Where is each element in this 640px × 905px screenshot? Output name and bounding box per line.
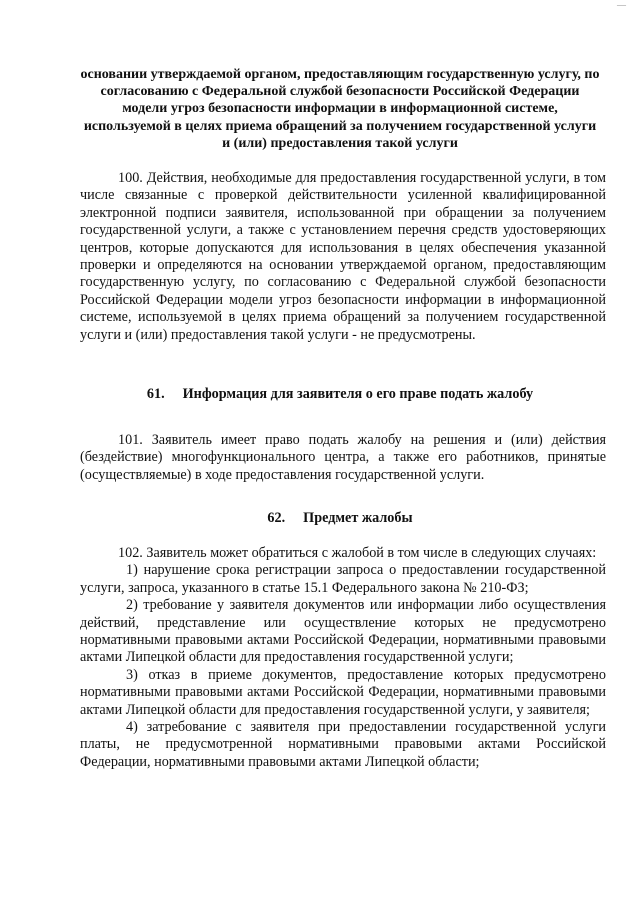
- section-61-title: [80, 386, 600, 403]
- section-62-title: [80, 510, 600, 527]
- paragraph-102-intro: 102. Заявитель может обратиться с жалобой в том числе в следующих случаях:: [118, 545, 597, 561]
- section-number: 61.: [146, 386, 165, 402]
- list-item: 2) требование у заявителя документов или информации либо осуществления действий, представление или осуществление которых не предусмотрено нормативными правовыми актами Российской Федерации, нормативными правовыми актами Липецкой области для предоставления государственной услуги;: [80, 597, 606, 666]
- corner-mark: —: [617, 0, 626, 10]
- section-title-text: Предмет жалобы: [303, 510, 413, 526]
- list-item: 1) нарушение срока регистрации запроса о предоставлении государственной услуги, запроса, указанного в статье 15.1 Федерального закона № 210-ФЗ;: [80, 562, 606, 596]
- section-number: 62.: [267, 510, 286, 526]
- paragraph-101: 101. Заявитель имеет право подать жалобу на решения и (или) действия (бездействие) многофункционального центра, а также его работников, принятые (осуществляемые) в ходе предоставления государственной услуги.: [80, 432, 606, 483]
- paragraph-100: 100. Действия, необходимые для предоставления государственной услуги, в том числе связанные с проверкой действительности усиленной квалифицированной электронной подписи заявителя, использованной при обращении за получением государственной услуги, а также с установлением перечня средств удостоверяющих центров, которые допускаются для использования в целях обеспечения указанной проверки и определяются на основании утверждаемой органом, предоставляющим государственную услугу, по согласованию с Федеральной службой безопасности Российской Федерации модели угроз безопасности информации в информационной системе, используемой в целях приема обращений за получением государственной услуги и (или) предоставления такой услуги - не предусмотрены.: [80, 170, 606, 343]
- list-item: 3) отказ в приеме документов, предоставление которых предусмотрено нормативными правовыми актами Российской Федерации, нормативными правовыми актами Липецкой области для предоставления государственной услуги, у заявителя;: [80, 666, 606, 718]
- paragraph-102: [80, 545, 606, 771]
- list-item: 4) затребование с заявителя при предоставлении государственной услуги платы, не предусмотренной нормативными правовыми актами Российской Федерации, нормативными правовыми актами Липецкой области;: [80, 719, 606, 770]
- section-title-text: Информация для заявителя о его праве подать жалобу: [182, 386, 534, 402]
- section-heading-continuation: основании утверждаемой органом, предоставляющим государственную услугу, по согласованию с Федеральной службой безопасности Российской Федерации модели угроз безопасности информации в информационной системе, используемой в целях приема обращений за получением государственной услуги и (или) предоставления такой услуги: [80, 67, 600, 151]
